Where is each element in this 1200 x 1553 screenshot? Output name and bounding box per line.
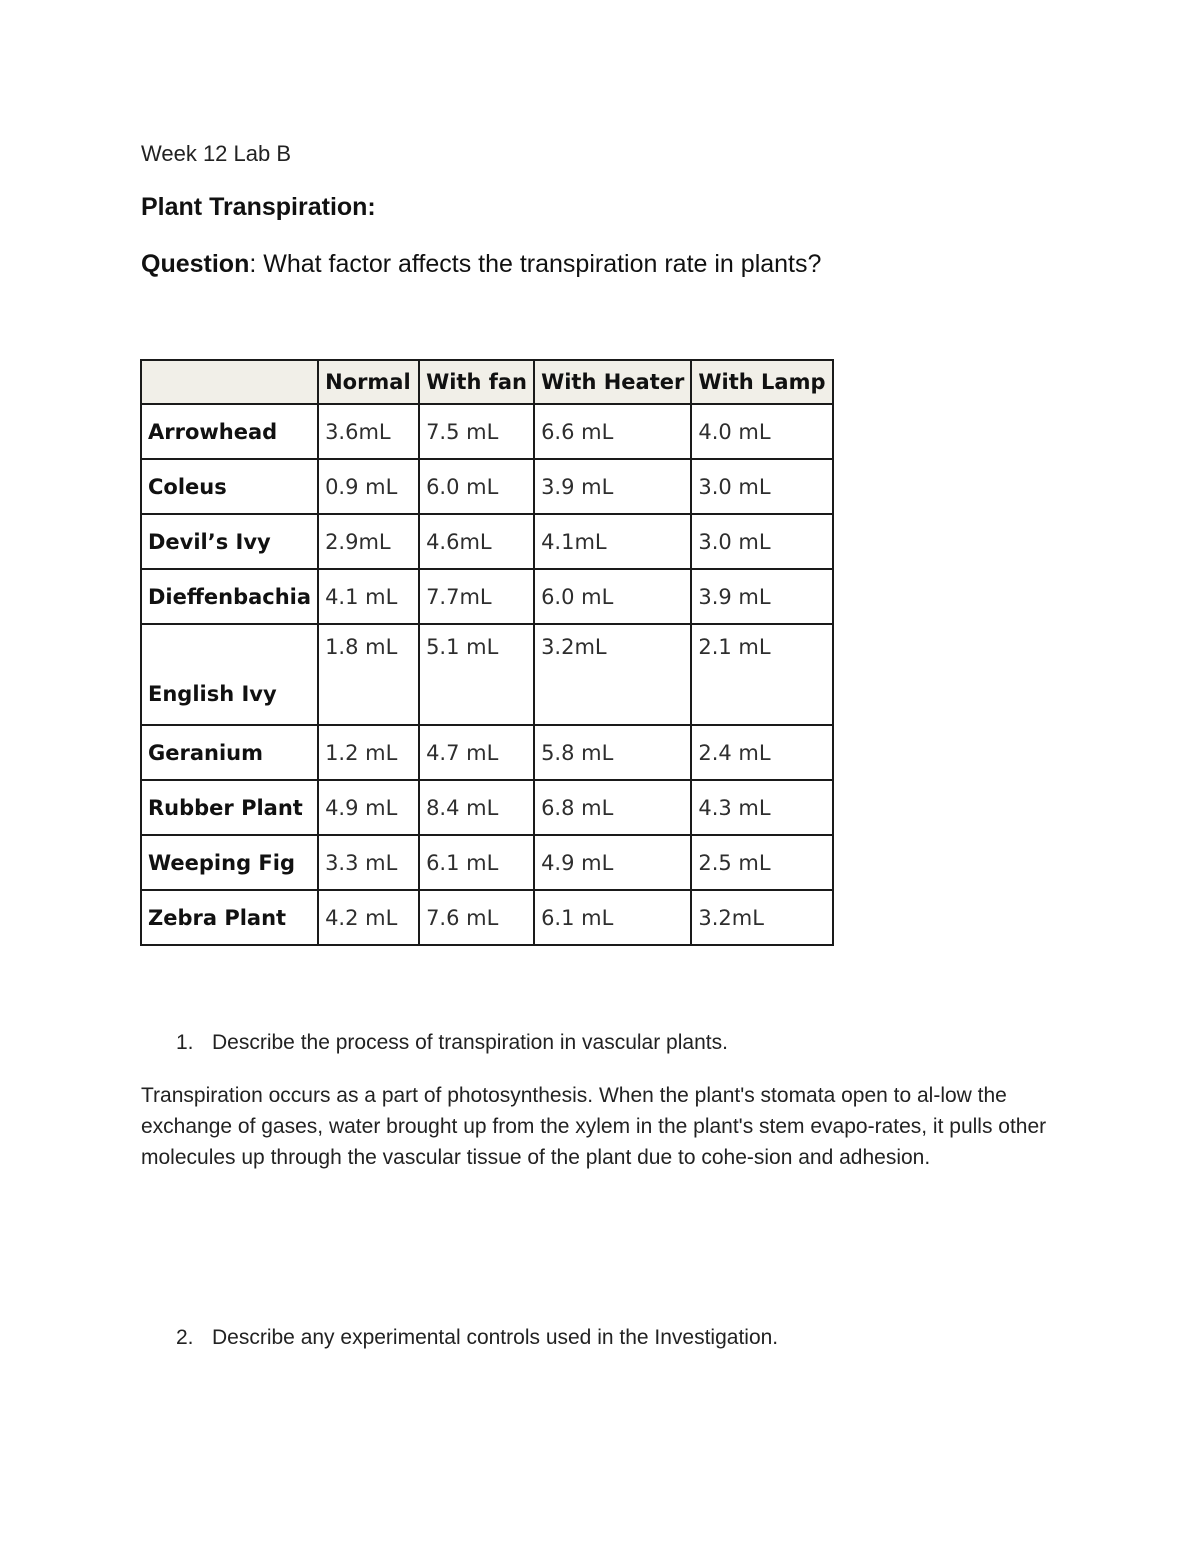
table-cell: 0.9 mL [318,459,419,514]
table-row [141,404,833,459]
table-cell: 6.1 mL [534,890,691,945]
table-cell: 4.1mL [534,514,691,569]
table-cell: 4.9 mL [318,780,419,835]
table-header-with-heater: With Heater [534,360,691,404]
table-row [141,624,833,725]
plant-name: Devil’s Ivy [141,514,318,569]
table-cell: 4.1 mL [318,569,419,624]
table-cell: 3.0 mL [691,514,833,569]
table-cell: 6.6 mL [534,404,691,459]
plant-name: Zebra Plant [141,890,318,945]
table-cell: 2.1 mL [691,624,833,725]
question-number: 1. [176,1031,194,1054]
table-header-corner [141,360,318,404]
table-cell: 3.0 mL [691,459,833,514]
table-row [141,780,833,835]
question-prompt: Describe the process of transpiration in vascular plants. [212,1031,728,1054]
table-cell: 4.2 mL [318,890,419,945]
table-cell: 3.9 mL [534,459,691,514]
question-text: : What factor affects the transpiration rate in plants? [249,250,822,278]
table-cell: 2.5 mL [691,835,833,890]
table-cell: 4.3 mL [691,780,833,835]
research-question [141,250,821,279]
table-cell: 4.6mL [419,514,534,569]
page-title: Plant Transpiration: [141,193,376,221]
plant-name: Weeping Fig [141,835,318,890]
table-row [141,725,833,780]
table-cell: 8.4 mL [419,780,534,835]
plant-name: English Ivy [141,624,318,725]
question-label: Question [141,250,250,278]
table-cell: 3.2mL [691,890,833,945]
plant-name: Arrowhead [141,404,318,459]
table-cell: 4.9 mL [534,835,691,890]
table-header-normal: Normal [318,360,419,404]
table-cell: 7.5 mL [419,404,534,459]
table-cell: 1.8 mL [318,624,419,725]
question-item-1 [176,1031,728,1055]
document-label: Week 12 Lab B [141,141,292,166]
plant-name: Coleus [141,459,318,514]
table-cell: 6.1 mL [419,835,534,890]
question-prompt: Describe any experimental controls used in the Investigation. [212,1326,779,1349]
question-number: 2. [176,1326,194,1349]
table-cell: 6.0 mL [419,459,534,514]
table-cell: 4.7 mL [419,725,534,780]
table-cell: 3.6mL [318,404,419,459]
table-header-with-lamp: With Lamp [691,360,833,404]
table-row [141,459,833,514]
table-cell: 6.0 mL [534,569,691,624]
table-cell: 3.9 mL [691,569,833,624]
table-row [141,514,833,569]
table-cell: 3.3 mL [318,835,419,890]
transpiration-table [140,359,834,946]
table-header-row [141,360,833,404]
question-item-2 [176,1326,778,1350]
table-cell: 7.7mL [419,569,534,624]
table-cell: 2.9mL [318,514,419,569]
table-row [141,835,833,890]
table-cell: 6.8 mL [534,780,691,835]
table-cell: 2.4 mL [691,725,833,780]
table-row [141,890,833,945]
plant-name: Geranium [141,725,318,780]
plant-name: Rubber Plant [141,780,318,835]
table-cell: 3.2mL [534,624,691,725]
table-cell: 1.2 mL [318,725,419,780]
table-cell: 5.8 mL [534,725,691,780]
plant-name: Dieffenbachia [141,569,318,624]
table-row [141,569,833,624]
answer-text: Transpiration occurs as a part of photosynthesis. When the plant's stomata open to al-low the exchange of gases, water brought up from the xylem in the plant's stem evapo-rates, it pulls other molecules up through the vascular tissue of the plant due to cohe-sion and adhesion. [141,1084,1047,1169]
table-cell: 4.0 mL [691,404,833,459]
table-cell: 7.6 mL [419,890,534,945]
table-cell: 5.1 mL [419,624,534,725]
table-header-with-fan: With fan [419,360,534,404]
